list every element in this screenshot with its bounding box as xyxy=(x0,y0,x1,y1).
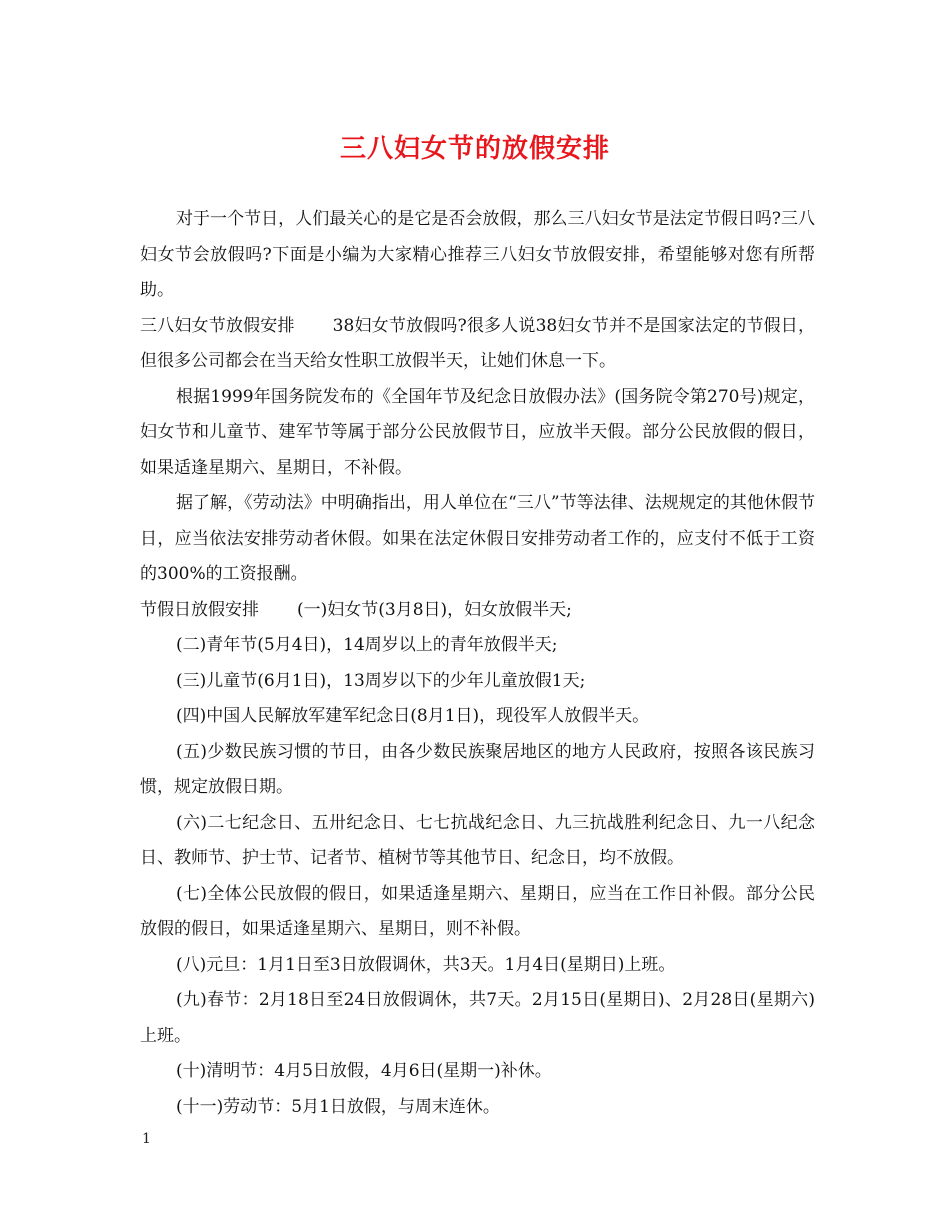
paragraph-holiday-arrangement xyxy=(140,593,815,629)
list-item: (五)少数民族习惯的节日，由各少数民族聚居地区的地方人民政府，按照各该民族习惯，规定放假日期。 xyxy=(140,741,815,797)
list-item: (四)中国人民解放军建军纪念日(8月1日)，现役军人放假半天。 xyxy=(176,706,650,726)
list-item: (八)元旦：1月1日至3日放假调休，共3天。1月4日(星期日)上班。 xyxy=(176,954,676,975)
list-item: (六)二七纪念日、五卅纪念日、七七抗战纪念日、九三抗战胜利纪念日、九一八纪念日、教师节、护士节、记者节、植树节等其他节日、纪念日，均不放假。 xyxy=(140,812,815,868)
list-item: (三)儿童节(6月1日)，13周岁以下的少年儿童放假1天; xyxy=(176,670,586,691)
list-item: (十)清明节：4月5日放假，4月6日(星期一)补休。 xyxy=(176,1061,552,1081)
paragraph-labor-law: 据了解，《劳动法》中明确指出，用人单位在“三八”节等法律、法规规定的其他休假节日，应当依法安排劳动者休假。如果在法定休假日安排劳动者工作的，应支付不低于工资的300%的工资报酬。 xyxy=(140,493,815,584)
list-item: (十一)劳动节：5月1日放假，与周末连休。 xyxy=(176,1096,500,1117)
page-number: 1 xyxy=(142,1131,151,1147)
document-title: 三八妇女节的放假安排 xyxy=(339,134,610,164)
paragraph-text: 38妇女节放假吗?很多人说38妇女节并不是国家法定的节假日，但很多公司都会在当天给女性职工放假半天，让她们休息一下。 xyxy=(140,315,815,371)
inline-heading: 三八妇女节放假安排 xyxy=(140,315,295,336)
paragraph-intro: 对于一个节日，人们最关心的是它是否会放假，那么三八妇女节是法定节假日吗?三八妇女节会放假吗?下面是小编为大家精心推荐三八妇女节放假安排，希望能够对您有所帮助。 xyxy=(140,209,815,300)
list-item: (九)春节：2月18日至24日放假调休，共7天。2月15日(星期日)、2月28日(星期六)上班。 xyxy=(140,990,815,1046)
paragraph-text: (一)妇女节(3月8日)，妇女放假半天; xyxy=(297,599,572,620)
inline-heading: 节假日放假安排 xyxy=(140,599,259,620)
document-body xyxy=(140,202,815,1125)
list-item: (七)全体公民放假的假日，如果适逢星期六、星期日，应当在工作日补假。部分公民放假的假日，如果适逢星期六、星期日，则不补假。 xyxy=(140,883,815,939)
paragraph-state-council-rule: 根据1999年国务院发布的《全国年节及纪念日放假办法》(国务院令第270号)规定，妇女节和儿童节、建军节等属于部分公民放假节日，应放半天假。部分公民放假的假日，如果适逢星期六、星期日，不补假。 xyxy=(140,386,815,478)
list-item: (二)青年节(5月4日)，14周岁以上的青年放假半天; xyxy=(176,635,558,655)
paragraph-womens-day-arrangement xyxy=(140,309,815,380)
